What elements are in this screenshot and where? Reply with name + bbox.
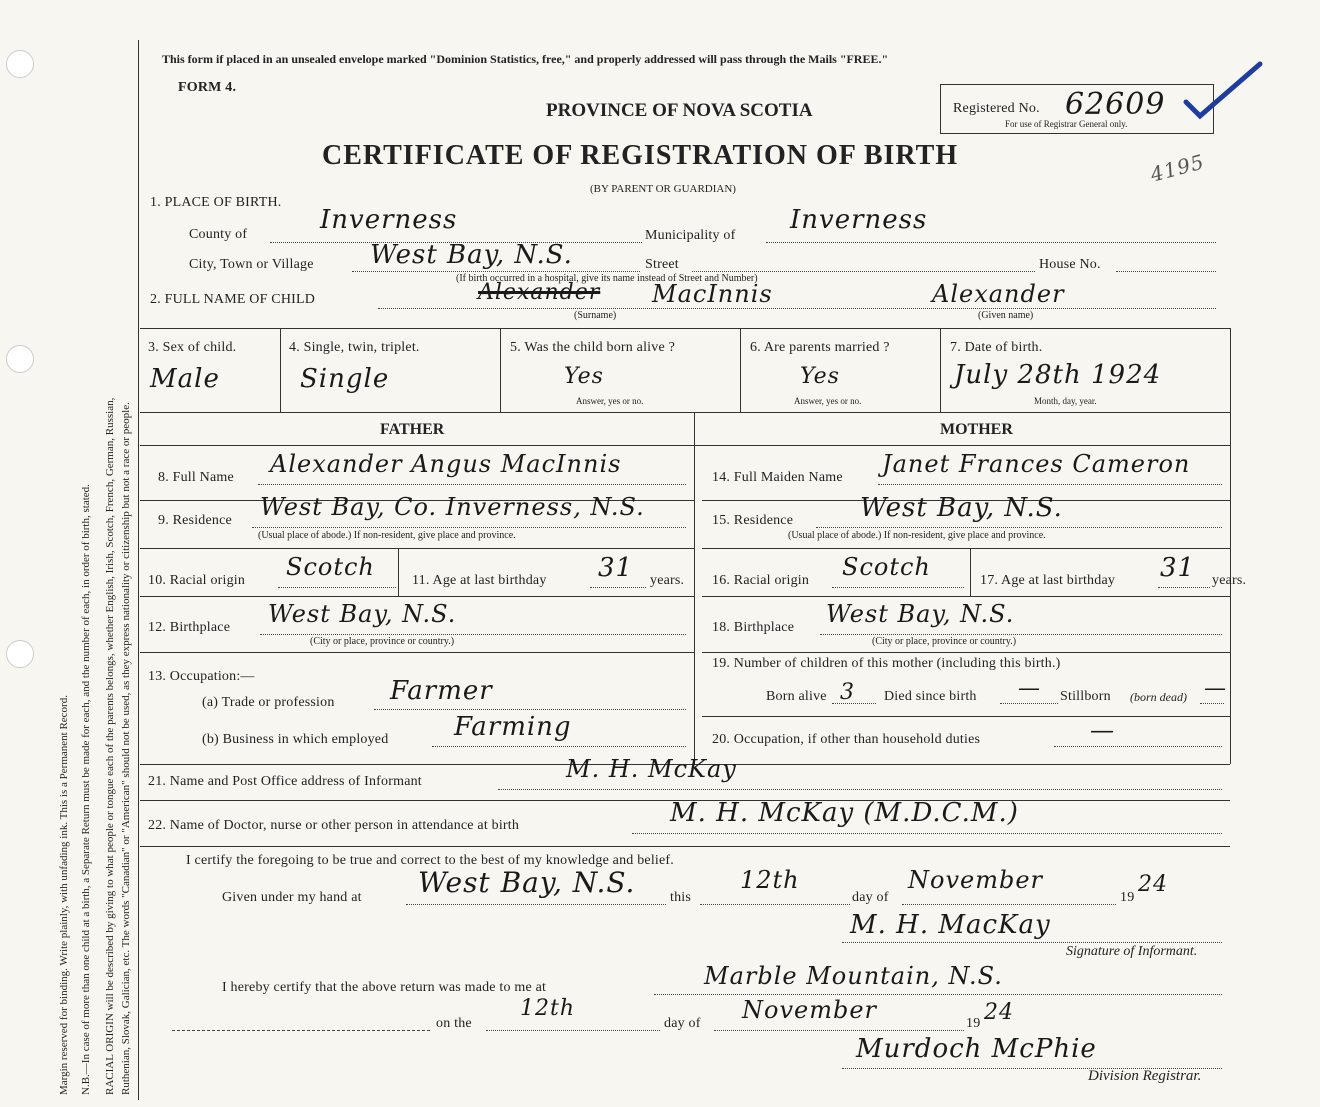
registrar-year-prefix: 19 xyxy=(966,1016,981,1031)
registrar-signature: Murdoch McPhie xyxy=(856,1034,1097,1064)
mother-rule-2 xyxy=(702,548,1230,549)
father-heading: FATHER xyxy=(380,421,445,438)
father-racial-label: 10. Racial origin xyxy=(148,573,246,588)
mother-heading: MOTHER xyxy=(940,421,1013,438)
margin-pencil-mark: 4195 xyxy=(1147,149,1208,187)
certify-day-value: 12th xyxy=(740,866,800,894)
father-residence-line xyxy=(252,527,686,528)
stillborn-note: (born dead) xyxy=(1130,690,1187,704)
child-struck-name: Alexander xyxy=(478,280,601,305)
father-age-label: 11. Age at last birthday xyxy=(412,573,547,588)
father-racial-line xyxy=(278,587,396,588)
mother-birthplace-line xyxy=(820,634,1222,635)
doctor-line xyxy=(632,833,1222,834)
hospital-note: (If birth occurred in a hospital, give its name instead of Street and Number) xyxy=(456,273,758,284)
father-occupation-label: 13. Occupation:— xyxy=(148,669,255,684)
county-value: Inverness xyxy=(320,205,458,235)
informant-signature: M. H. MacKay xyxy=(850,910,1051,940)
registrar-note: For use of Registrar General only. xyxy=(1005,119,1128,129)
father-age-line xyxy=(590,587,646,588)
city-line xyxy=(352,271,640,272)
registered-number: 62609 xyxy=(1065,87,1166,122)
on-the-label: on the xyxy=(436,1016,472,1031)
registered-label: Registered No. xyxy=(953,101,1040,116)
given-under-hand-label: Given under my hand at xyxy=(222,890,362,905)
mother-birthplace-value: West Bay, N.S. xyxy=(826,600,1015,628)
municipality-label: Municipality of xyxy=(645,228,736,243)
mother-occupation-label: 20. Occupation, if other than household duties xyxy=(712,732,981,747)
mother-residence-caption: (Usual place of abode.) If non-resident, give place and province. xyxy=(788,530,1046,541)
binding-hole-top xyxy=(6,50,34,78)
certify-year-prefix: 19 xyxy=(1120,890,1135,905)
mother-racial-value: Scotch xyxy=(842,553,931,581)
certify-year-suffix: 24 xyxy=(1138,872,1168,897)
municipality-line xyxy=(766,242,1216,243)
mother-age-value: 31 xyxy=(1160,553,1196,583)
province-title: PROVINCE OF NOVA SCOTIA xyxy=(546,100,813,121)
mother-racial-divider xyxy=(970,548,971,596)
father-business-line xyxy=(432,746,686,747)
given-place-value: West Bay, N.S. xyxy=(418,866,636,899)
registrar-signature-caption: Division Registrar. xyxy=(1088,1068,1202,1084)
mother-occupation-value: — xyxy=(1090,716,1115,744)
mother-residence-value: West Bay, N.S. xyxy=(860,493,1063,523)
certify-day-of-label: day of xyxy=(852,890,889,905)
row3-divider-3 xyxy=(740,328,741,412)
father-business-value: Farming xyxy=(454,712,572,742)
row3-divider-2 xyxy=(500,328,501,412)
mother-name-value: Janet Frances Cameron xyxy=(882,450,1191,478)
date-of-birth-caption: Month, day, year. xyxy=(1034,396,1097,406)
stillborn-label: Stillborn xyxy=(1060,689,1111,704)
certify-month-line xyxy=(902,904,1116,905)
stillborn-value: — xyxy=(1204,676,1227,701)
father-name-line xyxy=(258,484,686,485)
birth-type-value: Single xyxy=(300,364,390,394)
child-name-line xyxy=(378,308,1216,309)
registrar-day-value: 12th xyxy=(520,996,576,1021)
father-racial-divider xyxy=(398,548,399,596)
mother-age-label: 17. Age at last birthday xyxy=(980,573,1116,588)
checkmark-icon xyxy=(1178,60,1268,140)
margin-note-4: Ruthenian, Slovak, Galician, etc. The words "Canadian" or "American" should not be used, as they express nationality or citizenship but not a race or people. xyxy=(120,402,132,1095)
informant-label: 21. Name and Post Office address of Informant xyxy=(148,774,422,789)
parents-right-border xyxy=(1230,328,1231,764)
father-name-value: Alexander Angus MacInnis xyxy=(270,450,622,478)
born-alive-value: Yes xyxy=(564,364,604,389)
row3-top-border xyxy=(140,328,1230,329)
born-alive-caption: Answer, yes or no. xyxy=(576,396,644,406)
mother-racial-line xyxy=(832,587,964,588)
father-birthplace-line xyxy=(260,634,686,635)
mother-residence-label: 15. Residence xyxy=(712,513,794,528)
date-of-birth-label: 7. Date of birth. xyxy=(950,340,1043,355)
doctor-bottom-rule xyxy=(140,846,1230,847)
form-number: FORM 4. xyxy=(178,80,237,95)
row3-divider-4 xyxy=(940,328,941,412)
given-name-caption: (Given name) xyxy=(978,310,1034,321)
doctor-value: M. H. McKay (M.D.C.M.) xyxy=(670,798,1019,828)
father-rule-4 xyxy=(140,652,694,653)
certify-day-line xyxy=(700,904,850,905)
margin-note-1: Margin reserved for binding. Write plainly, with unfading ink. This is a Permanent Record. xyxy=(58,695,70,1095)
birth-type-label: 4. Single, twin, triplet. xyxy=(289,340,420,355)
surname-caption: (Surname) xyxy=(574,310,617,321)
date-of-birth-value: July 28th 1924 xyxy=(954,360,1162,390)
father-residence-value: West Bay, Co. Inverness, N.S. xyxy=(260,493,645,521)
father-trade-label: (a) Trade or profession xyxy=(202,695,335,710)
child-name-label: 2. FULL NAME OF CHILD xyxy=(150,292,316,307)
given-place-line xyxy=(406,904,666,905)
mother-residence-line xyxy=(816,527,1222,528)
county-label: County of xyxy=(189,227,248,242)
certificate-subtitle: (BY PARENT OR GUARDIAN) xyxy=(590,183,736,195)
registrar-day-of-label: day of xyxy=(664,1016,701,1031)
mother-birthplace-label: 18. Birthplace xyxy=(712,620,795,635)
father-age-unit: years. xyxy=(650,573,685,588)
father-business-label: (b) Business in which employed xyxy=(202,732,389,747)
mother-age-line xyxy=(1158,587,1210,588)
margin-note-2: N.B.—In case of more than one child at a birth, a Separate Return must be made for each, and the number of each, in order of birth, stated. xyxy=(80,484,92,1095)
father-age-value: 31 xyxy=(598,553,634,583)
mother-age-unit: years. xyxy=(1212,573,1247,588)
born-alive-count-label: Born alive xyxy=(766,689,827,704)
registrar-year-suffix: 24 xyxy=(984,1000,1014,1025)
born-alive-count-value: 3 xyxy=(840,680,855,705)
parents-married-value: Yes xyxy=(800,364,840,389)
doctor-label: 22. Name of Doctor, nurse or other person in attendance at birth xyxy=(148,818,520,833)
father-racial-value: Scotch xyxy=(286,553,375,581)
registrar-month-value: November xyxy=(742,996,878,1024)
father-birthplace-label: 12. Birthplace xyxy=(148,620,231,635)
died-since-birth-label: Died since birth xyxy=(884,689,977,704)
father-trade-line xyxy=(374,709,686,710)
municipality-value: Inverness xyxy=(790,205,928,235)
parents-married-caption: Answer, yes or no. xyxy=(794,396,862,406)
sex-value: Male xyxy=(150,364,220,394)
house-number-line xyxy=(1116,271,1216,272)
mother-name-label: 14. Full Maiden Name xyxy=(712,470,843,485)
informant-line xyxy=(498,789,1222,790)
informant-value: M. H. McKay xyxy=(566,755,737,783)
city-value: West Bay, N.S. xyxy=(370,240,573,270)
mail-notice: This form if placed in an unsealed envelope marked "Dominion Statistics, free," and properly addressed will pass through the Mails "FREE." xyxy=(162,52,889,66)
informant-signature-caption: Signature of Informant. xyxy=(1066,944,1198,959)
binding-hole-bottom xyxy=(6,640,34,668)
binding-hole-middle xyxy=(6,345,34,373)
father-trade-value: Farmer xyxy=(390,676,493,706)
registrar-place-value: Marble Mountain, N.S. xyxy=(704,962,1003,990)
father-residence-label: 9. Residence xyxy=(158,513,232,528)
row3-bottom-border xyxy=(140,412,1230,413)
house-number-label: House No. xyxy=(1039,257,1101,272)
mother-birthplace-caption: (City or place, province or country.) xyxy=(872,636,1017,647)
outer-left-border xyxy=(138,40,139,1100)
father-rule-2 xyxy=(140,548,694,549)
city-label: City, Town or Village xyxy=(189,257,314,272)
child-surname: MacInnis xyxy=(652,280,773,308)
street-label: Street xyxy=(645,257,679,272)
child-given-name: Alexander xyxy=(932,280,1065,308)
certify-month-value: November xyxy=(908,866,1044,894)
registrar-day-line xyxy=(486,1030,660,1031)
this-label: this xyxy=(670,890,692,905)
mother-racial-label: 16. Racial origin xyxy=(712,573,810,588)
parents-center-divider xyxy=(694,412,695,764)
stillborn-line xyxy=(1200,703,1224,704)
born-alive-label: 5. Was the child born alive ? xyxy=(510,340,675,355)
informant-signature-line xyxy=(842,942,1222,943)
parents-married-label: 6. Are parents married ? xyxy=(750,340,890,355)
certify-statement: I certify the foregoing to be true and correct to the best of my knowledge and belief. xyxy=(186,853,674,868)
certificate-title: CERTIFICATE OF REGISTRATION OF BIRTH xyxy=(322,140,959,171)
father-birthplace-caption: (City or place, province or country.) xyxy=(310,636,455,647)
row3-divider-1 xyxy=(280,328,281,412)
mother-occupation-line xyxy=(1054,746,1222,747)
died-since-birth-line xyxy=(1000,703,1058,704)
registered-box xyxy=(940,84,1214,134)
mother-rule-5 xyxy=(702,716,1230,717)
mother-name-line xyxy=(878,484,1222,485)
father-residence-caption: (Usual place of abode.) If non-resident, give place and province. xyxy=(258,530,516,541)
registrar-statement: I hereby certify that the above return was made to me at xyxy=(222,980,547,995)
place-of-birth-label: 1. PLACE OF BIRTH. xyxy=(150,195,282,210)
registrar-date-dashes xyxy=(172,1030,430,1031)
mother-children-label: 19. Number of children of this mother (including this birth.) xyxy=(712,656,1061,671)
mother-rule-3 xyxy=(702,596,1230,597)
sex-label: 3. Sex of child. xyxy=(148,340,237,355)
margin-note-3: RACIAL ORIGIN will be described by giving to what people or tongue each of the parents belongs, whether English, Irish, Scotch, French, German, Russian, xyxy=(104,397,116,1095)
parents-heading-rule xyxy=(140,445,1230,446)
registrar-place-line xyxy=(654,994,1222,995)
died-since-birth-value: — xyxy=(1018,676,1041,701)
street-line xyxy=(692,271,1035,272)
registrar-month-line xyxy=(714,1030,964,1031)
father-birthplace-value: West Bay, N.S. xyxy=(268,600,457,628)
father-name-label: 8. Full Name xyxy=(158,470,234,485)
mother-rule-4 xyxy=(702,652,1230,653)
father-rule-3 xyxy=(140,596,694,597)
